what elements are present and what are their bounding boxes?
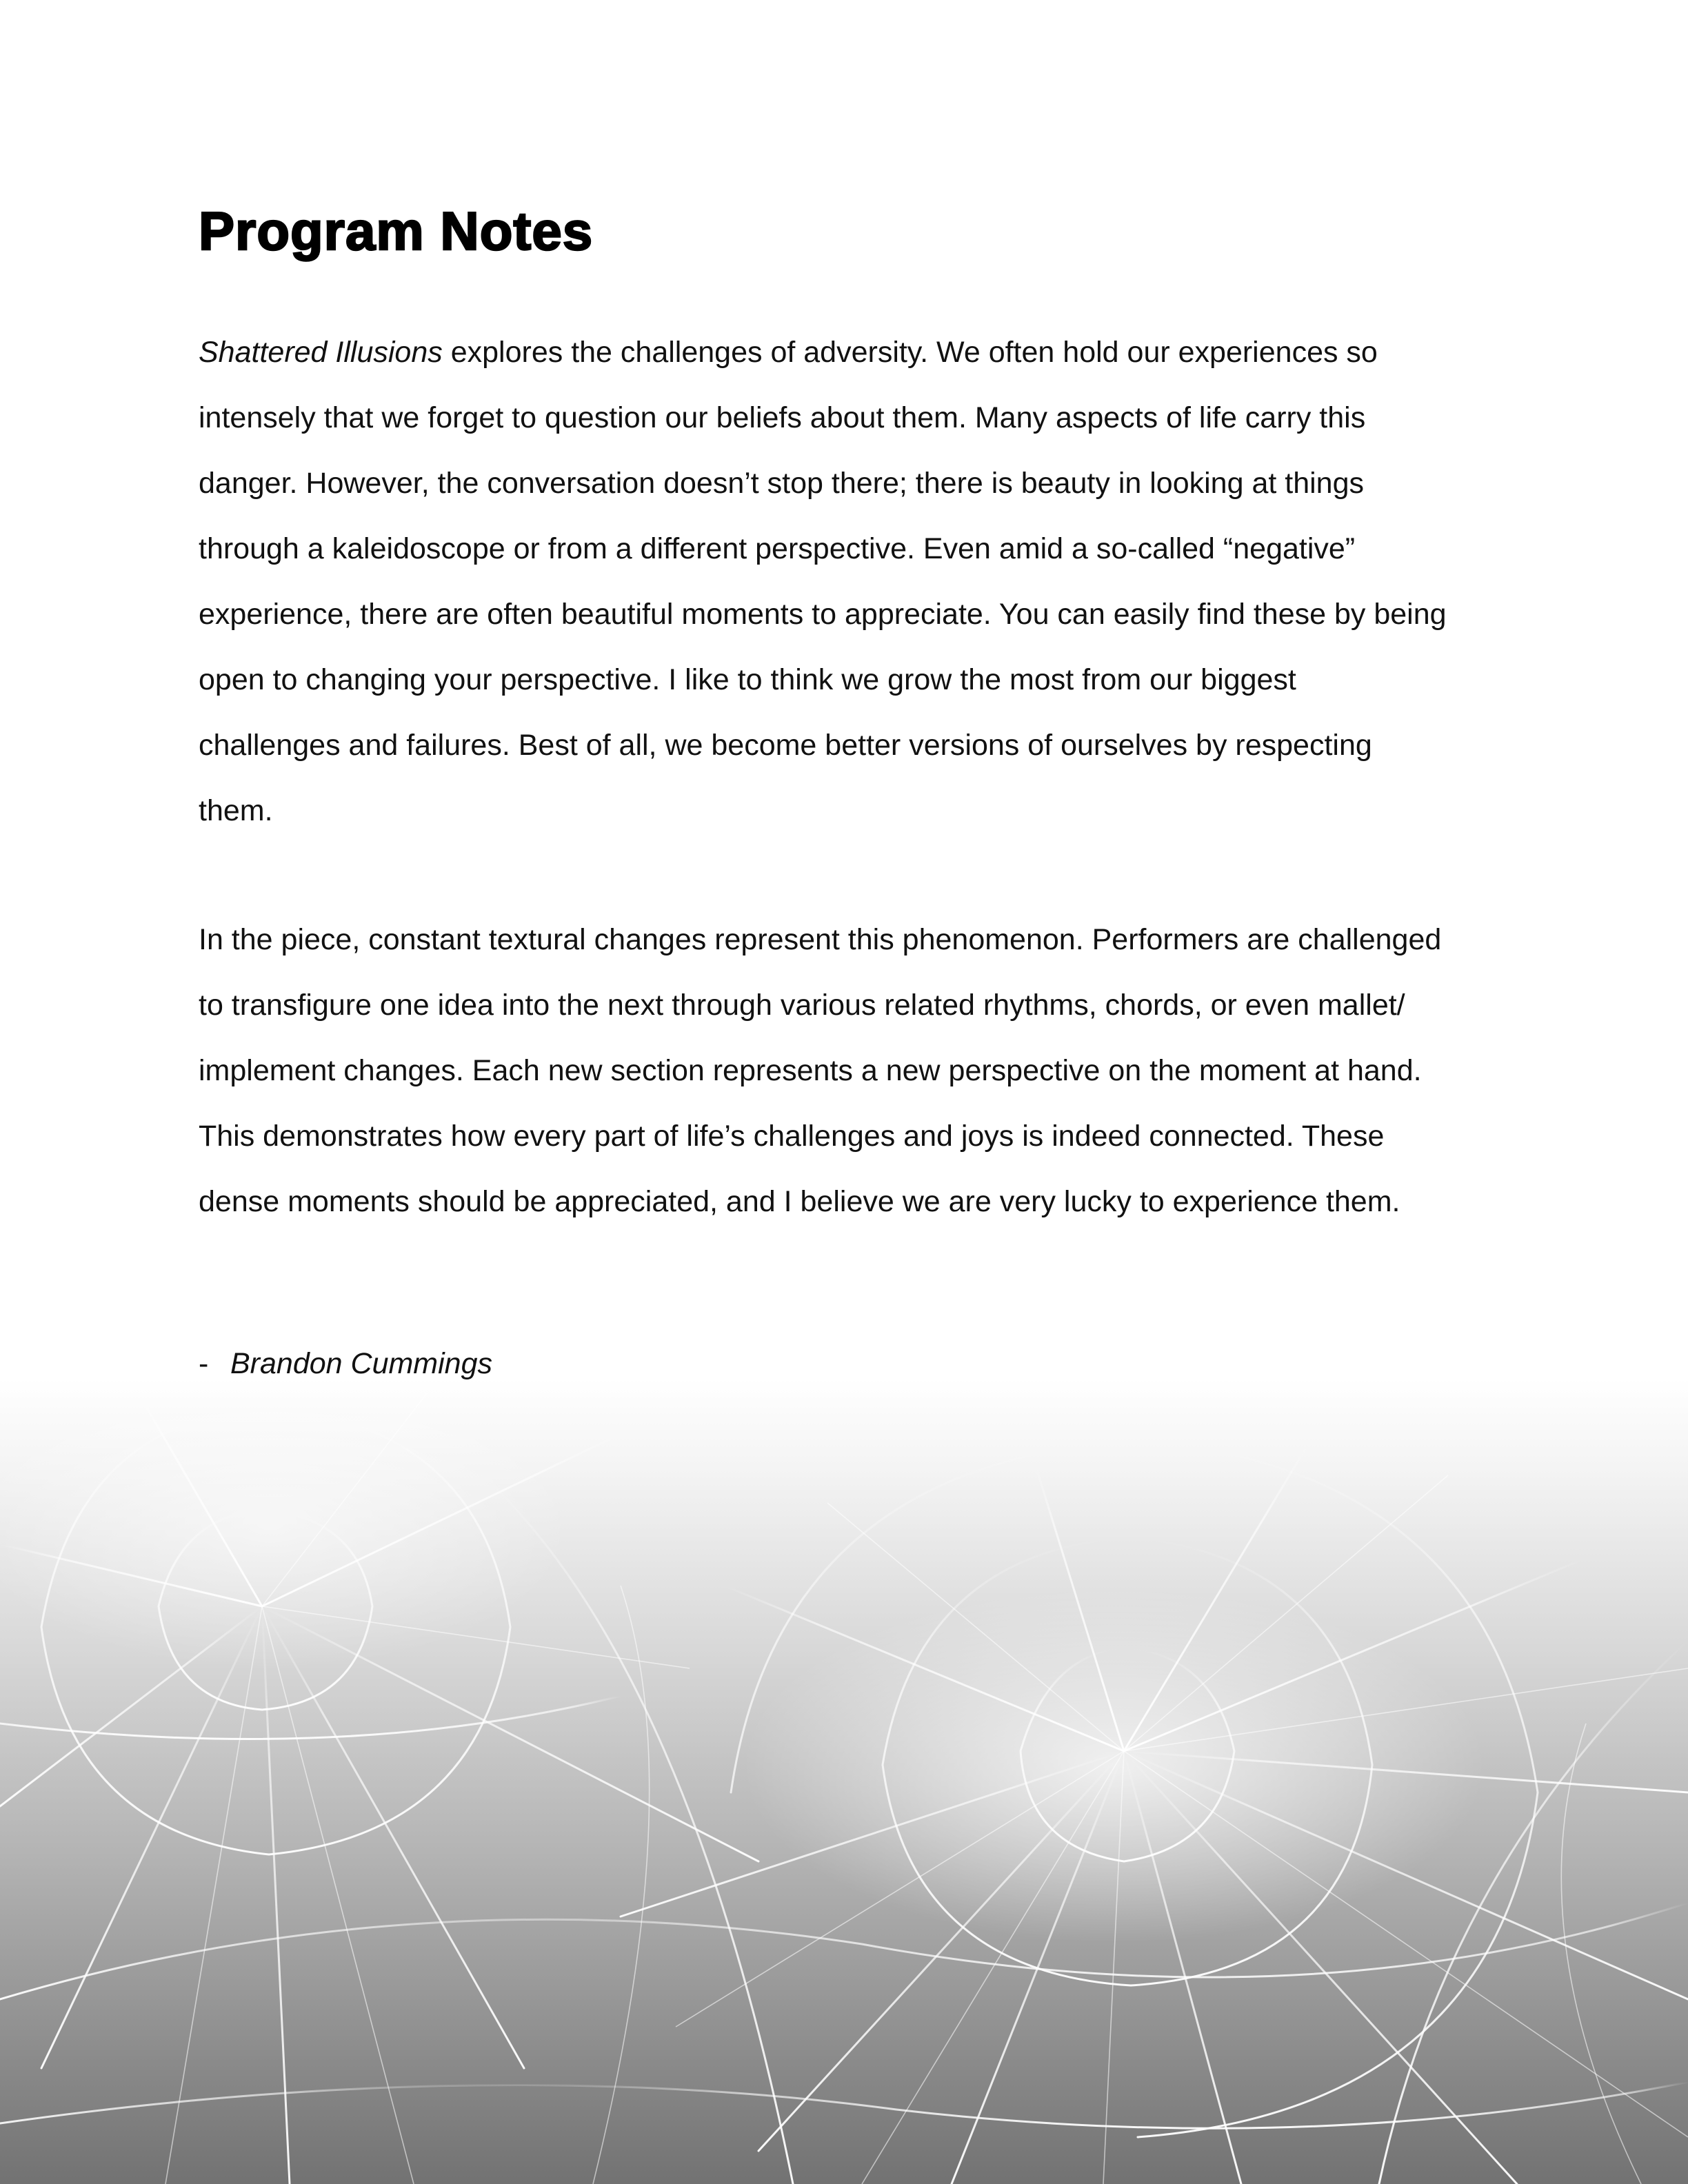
page-title: Program Notes (199, 201, 594, 261)
paragraph-spacer (199, 844, 1509, 907)
paragraph-1-line: intensely that we forget to question our beliefs about them. Many aspects of life carry this (199, 401, 1366, 434)
piece-title-italic: Shattered Illusions (199, 336, 443, 369)
paragraph-1-line (199, 320, 1509, 385)
signature-dash: - (199, 1347, 209, 1380)
notes-content (199, 193, 1509, 1397)
paragraph-2-line: implement changes. Each new section represents a new perspective on the moment at hand. (199, 1054, 1422, 1087)
shattered-glass-background (0, 1379, 1688, 2184)
paragraph-1-line: open to changing your perspective. I like to think we grow the most from our biggest (199, 663, 1296, 696)
author-name: Brandon Cummings (230, 1347, 493, 1380)
paragraph-1 (199, 320, 1509, 844)
paragraph-2-line: In the piece, constant textural changes represent this phenomenon. Performers are challenged (199, 923, 1442, 956)
paragraph-1-line: them. (199, 794, 273, 827)
paragraph-2-line: This demonstrates how every part of life’s challenges and joys is indeed connected. These (199, 1120, 1385, 1153)
author-signature (199, 1331, 1509, 1397)
paragraph-1-line-1-rest: explores the challenges of adversity. We often hold our experiences so (442, 336, 1378, 369)
paragraph-1-line: challenges and failures. Best of all, we become better versions of ourselves by respecting (199, 729, 1372, 762)
paragraph-1-line: experience, there are often beautiful moments to appreciate. You can easily find these by being (199, 598, 1447, 631)
paragraph-2-line: dense moments should be appreciated, and I believe we are very lucky to experience them. (199, 1185, 1400, 1218)
paragraph-1-line: danger. However, the conversation doesn’t stop there; there is beauty in looking at things (199, 467, 1364, 500)
paragraph-2-line: to transfigure one idea into the next through various related rhythms, chords, or even mallet/ (199, 989, 1405, 1022)
paragraph-2 (199, 907, 1509, 1235)
paragraph-1-line: through a kaleidoscope or from a different perspective. Even amid a so-called “negative” (199, 532, 1356, 565)
